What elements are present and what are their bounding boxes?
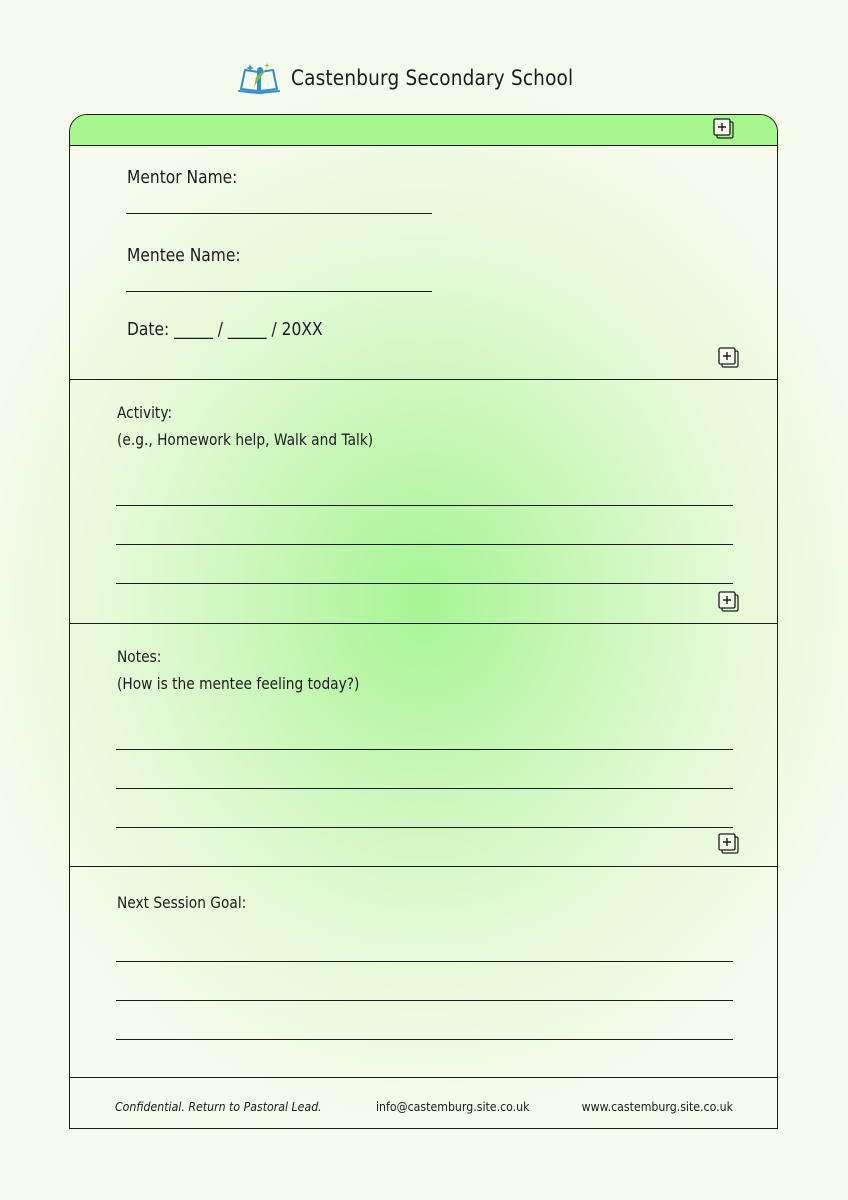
school-name: Castenburg Secondary School (290, 66, 573, 90)
activity-hint: (e.g., Homework help, Walk and Talk) (117, 430, 374, 449)
mentor-name-label: Mentor Name: (127, 167, 238, 188)
add-section-icon[interactable] (718, 833, 740, 855)
goal-line[interactable] (116, 961, 733, 962)
footer-divider (70, 1077, 777, 1078)
section-divider (70, 379, 777, 380)
mentee-name-label: Mentee Name: (127, 245, 241, 266)
form-top-bar (70, 115, 777, 146)
activity-line[interactable] (116, 583, 733, 584)
notes-hint: (How is the mentee feeling today?) (117, 674, 360, 693)
open-book-person-icon (237, 60, 281, 96)
activity-line[interactable] (116, 544, 733, 545)
activity-line[interactable] (116, 505, 733, 506)
notes-title: Notes: (117, 647, 162, 666)
mentoring-form (69, 114, 778, 1129)
mentee-name-line[interactable] (126, 291, 432, 292)
add-section-icon[interactable] (713, 118, 735, 140)
add-section-icon[interactable] (718, 347, 740, 369)
section-divider (70, 623, 777, 624)
date-label: Date: _____ / _____ / 20XX (127, 319, 323, 340)
footer-website[interactable]: www.castemburg.site.co.uk (581, 1099, 733, 1114)
goal-line[interactable] (116, 1000, 733, 1001)
confidential-note: Confidential. Return to Pastoral Lead. (115, 1099, 322, 1114)
goal-line[interactable] (116, 1039, 733, 1040)
add-section-icon[interactable] (718, 591, 740, 613)
goal-title: Next Session Goal: (117, 893, 247, 912)
notes-line[interactable] (116, 788, 733, 789)
notes-line[interactable] (116, 827, 733, 828)
footer-email[interactable]: info@castemburg.site.co.uk (376, 1099, 530, 1114)
notes-line[interactable] (116, 749, 733, 750)
mentor-name-line[interactable] (126, 213, 432, 214)
section-divider (70, 866, 777, 867)
activity-title: Activity: (117, 403, 173, 422)
header (0, 56, 848, 100)
